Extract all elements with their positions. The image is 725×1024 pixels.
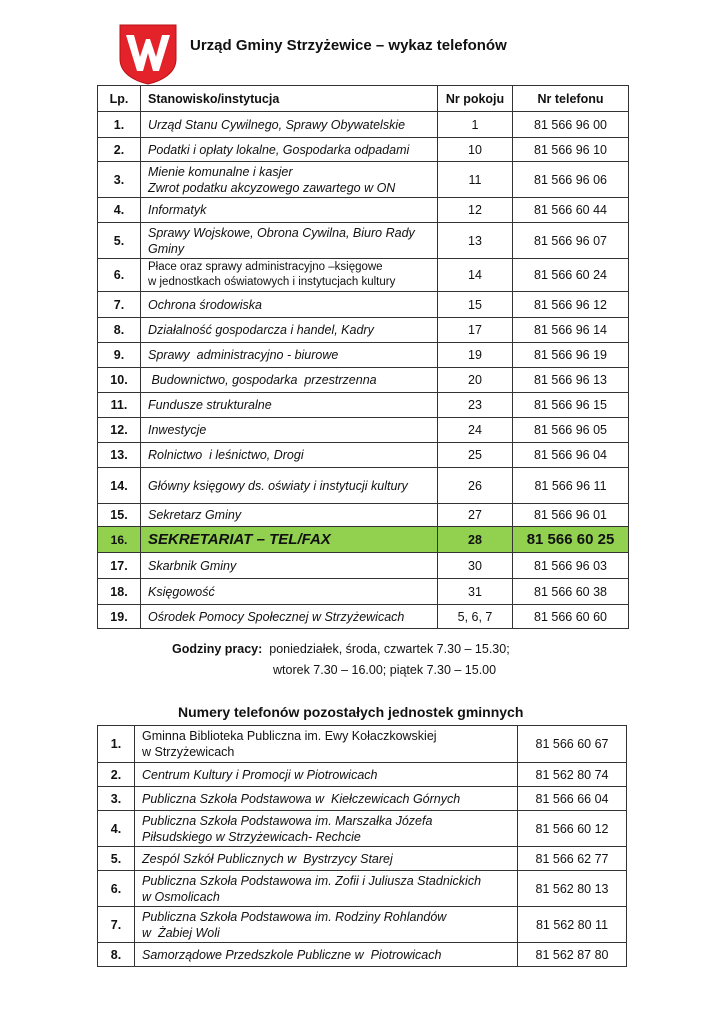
unit-name-cell [135,871,518,907]
row-number: 3. [98,162,141,198]
room-number: 1 [438,112,513,138]
phone-number: 81 566 96 12 [513,292,629,318]
phone-number: 81 566 66 04 [518,787,627,811]
phone-directory-table [97,85,629,629]
row-number: 13. [98,443,141,468]
room-number: 30 [438,553,513,579]
phone-number: 81 566 96 19 [513,343,629,368]
unit-name-line: w Osmolicach [142,889,220,904]
row-number: 2. [98,138,141,162]
row-number: 8. [98,318,141,343]
col-header-phone: Nr telefonu [513,86,629,112]
table-row [98,318,629,343]
unit-name-cell [135,811,518,847]
position-line: Rolnictwo i leśnictwo, Drogi [148,448,304,462]
row-number: 8. [98,943,135,967]
table-row [98,112,629,138]
col-header-room: Nr pokoju [438,86,513,112]
position-line: w jednostkach oświatowych i instytucjach kultury [148,276,396,288]
table-row [98,726,627,763]
row-number: 7. [98,907,135,943]
position-line: Podatki i opłaty lokalne, Gospodarka odpadami [148,142,410,157]
unit-name-line: Publiczna Szkoła Podstawowa w Kiełczewicach Górnych [142,791,461,806]
phone-number: 81 562 80 11 [518,907,627,943]
position-line: Zwrot podatku akcyzowego zawartego w ON [148,180,396,195]
room-number: 15 [438,292,513,318]
table-row [98,418,629,443]
position-cell [141,504,438,527]
table-row [98,553,629,579]
position-line: Ochrona środowiska [148,297,262,312]
position-cell [141,198,438,223]
row-number: 19. [98,605,141,629]
position-line: Ośrodek Pomocy Społecznej w Strzyżewicach [148,609,405,624]
phone-number: 81 566 96 06 [513,162,629,198]
position-cell [141,292,438,318]
phone-number: 81 562 80 74 [518,763,627,787]
position-cell [141,162,438,198]
table-row [98,907,627,943]
position-cell [141,579,438,605]
row-number: 7. [98,292,141,318]
phone-number: 81 566 96 07 [513,223,629,259]
position-line: Fundusze strukturalne [148,398,272,412]
table-row [98,343,629,368]
position-line: Działalność gospodarcza i handel, Kadry [148,323,374,337]
room-number: 11 [438,162,513,198]
col-header-position: Stanowisko/instytucja [141,86,438,112]
table-row [98,468,629,504]
position-cell [141,553,438,579]
table-row [98,292,629,318]
row-number: 6. [98,259,141,292]
row-number: 11. [98,393,141,418]
position-line: Płace oraz sprawy administracyjno –księgowe [148,261,383,273]
phone-number: 81 566 60 44 [513,198,629,223]
position-cell [141,468,438,504]
row-number: 15. [98,504,141,527]
unit-name-line: Piłsudskiego w Strzyżewicach- Rechcie [142,829,361,844]
row-number: 12. [98,418,141,443]
table-row [98,223,629,259]
unit-name-line: w Żabiej Woli [142,925,220,940]
table-row [98,138,629,162]
row-number: 2. [98,763,135,787]
phone-number: 81 566 60 25 [513,527,629,553]
phone-number: 81 566 60 24 [513,259,629,292]
room-number: 26 [438,468,513,504]
position-cell [141,443,438,468]
phone-number: 81 566 96 11 [513,468,629,504]
table-header-row [98,86,629,112]
position-line: Inwestycje [148,423,207,437]
room-number: 20 [438,368,513,393]
crest-logo-icon [118,23,178,85]
row-number: 1. [98,726,135,763]
table-row [98,871,627,907]
row-number: 4. [98,811,135,847]
unit-name-line: Centrum Kultury i Promocji w Piotrowicach [142,767,378,782]
position-cell [141,368,438,393]
table-row [98,162,629,198]
position-line: Skarbnik Gminy [148,558,237,573]
row-number: 5. [98,223,141,259]
phone-number: 81 566 60 12 [518,811,627,847]
office-hours-line2: wtorek 7.30 – 16.00; piątek 7.30 – 15.00 [273,663,497,677]
position-line: Główny księgowy ds. oświaty i instytucji kultury [148,478,408,493]
col-header-lp: Lp. [98,86,141,112]
room-number: 31 [438,579,513,605]
phone-number: 81 566 60 60 [513,605,629,629]
row-number: 18. [98,579,141,605]
position-cell [141,605,438,629]
row-number: 9. [98,343,141,368]
position-cell [141,112,438,138]
phone-number: 81 566 96 05 [513,418,629,443]
unit-name-cell [135,943,518,967]
room-number: 17 [438,318,513,343]
position-cell [141,138,438,162]
position-cell [141,393,438,418]
table-row [98,259,629,292]
position-line: Sprawy administracyjno - biurowe [148,348,339,362]
phone-number: 81 562 87 80 [518,943,627,967]
row-number: 3. [98,787,135,811]
room-number: 19 [438,343,513,368]
other-units-table [97,725,627,967]
phone-number: 81 566 96 03 [513,553,629,579]
unit-name-cell [135,726,518,763]
table-row [98,847,627,871]
phone-number: 81 566 96 10 [513,138,629,162]
table-row [98,504,629,527]
position-cell [141,259,438,292]
position-line: Sprawy Wojskowe, Obrona Cywilna, Biuro Rady [148,225,415,240]
room-number: 14 [438,259,513,292]
room-number: 25 [438,443,513,468]
room-number: 12 [438,198,513,223]
row-number: 16. [98,527,141,553]
table-row [98,763,627,787]
table-row [98,443,629,468]
phone-number: 81 566 96 01 [513,504,629,527]
phone-number: 81 566 96 13 [513,368,629,393]
phone-number: 81 566 60 67 [518,726,627,763]
unit-name-line: Publiczna Szkoła Podstawowa im. Rodziny Rohlandów [142,909,447,924]
position-line: Informatyk [148,203,207,217]
position-line: Urząd Stanu Cywilnego, Sprawy Obywatelskie [148,117,406,132]
position-cell [141,527,438,553]
unit-name-line: Gminna Biblioteka Publiczna im. Ewy Kołaczkowskiej [142,729,437,743]
unit-name-line: w Strzyżewicach [142,745,235,759]
table-row [98,579,629,605]
row-number: 1. [98,112,141,138]
row-number: 17. [98,553,141,579]
phone-number: 81 562 80 13 [518,871,627,907]
room-number: 13 [438,223,513,259]
table-row [98,605,629,629]
unit-name-line: Zespól Szkół Publicznych w Bystrzycy Starej [142,851,393,866]
table-row [98,943,627,967]
row-number: 6. [98,871,135,907]
table-row [98,198,629,223]
row-number: 4. [98,198,141,223]
position-cell [141,418,438,443]
table-row [98,787,627,811]
unit-name-line: Publiczna Szkoła Podstawowa im. Zofii i Juliusza Stadnickich [142,873,482,888]
phone-number: 81 566 96 15 [513,393,629,418]
row-number: 10. [98,368,141,393]
phone-number: 81 566 96 00 [513,112,629,138]
room-number: 28 [438,527,513,553]
position-cell [141,343,438,368]
room-number: 10 [438,138,513,162]
office-hours-label: Godziny pracy: [172,642,263,656]
position-line: Księgowość [148,584,215,599]
section-title-other-units: Numery telefonów pozostałych jednostek gminnych [178,704,524,720]
room-number: 23 [438,393,513,418]
room-number: 27 [438,504,513,527]
position-cell [141,223,438,259]
position-line: Sekretarz Gminy [148,508,242,522]
room-number: 24 [438,418,513,443]
position-cell [141,318,438,343]
table-row [98,527,629,553]
row-number: 5. [98,847,135,871]
unit-name-line: Publiczna Szkoła Podstawowa im. Marszałka Józefa [142,813,433,828]
phone-number: 81 566 60 38 [513,579,629,605]
position-line: Mienie komunalne i kasjer [148,164,293,179]
position-line: Gminy [148,241,185,256]
position-line: Budownictwo, gospodarka przestrzenna [148,373,377,387]
room-number: 5, 6, 7 [438,605,513,629]
row-number: 14. [98,468,141,504]
phone-number: 81 566 62 77 [518,847,627,871]
unit-name-line: Samorządowe Przedszkole Publiczne w Piotrowicach [142,947,442,962]
position-line: SEKRETARIAT – TEL/FAX [148,530,331,548]
table-row [98,393,629,418]
unit-name-cell [135,763,518,787]
unit-name-cell [135,847,518,871]
table-row [98,368,629,393]
page-title: Urząd Gminy Strzyżewice – wykaz telefonów [190,37,507,54]
table-row [98,811,627,847]
phone-number: 81 566 96 14 [513,318,629,343]
phone-number: 81 566 96 04 [513,443,629,468]
unit-name-cell [135,787,518,811]
office-hours-line1 [172,642,510,656]
office-hours-days: poniedziałek, środa, czwartek 7.30 – 15.30; [262,642,510,656]
unit-name-cell [135,907,518,943]
